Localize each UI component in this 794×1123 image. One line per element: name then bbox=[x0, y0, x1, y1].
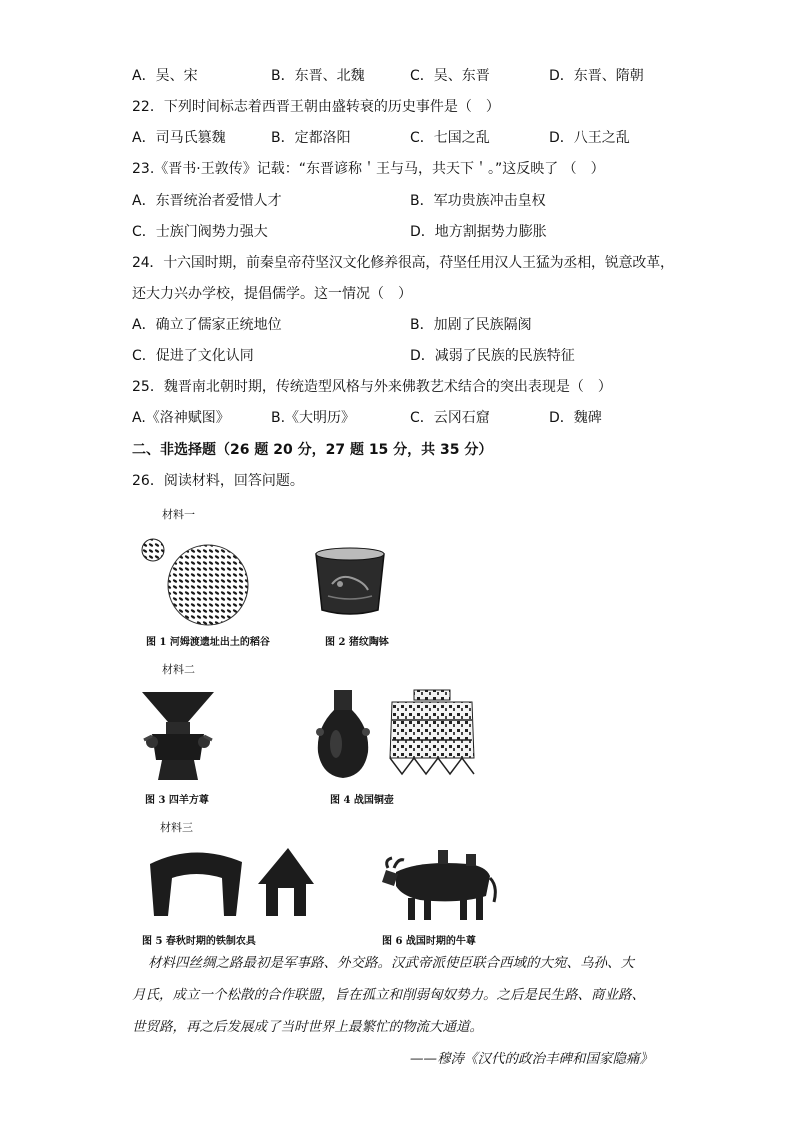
material-4-line-2: 月氏，成立一个松散的合作联盟，旨在孤立和削弱匈奴势力。之后是民生路、商业路、 bbox=[132, 987, 645, 1003]
q25-option-d: D．魏碑 bbox=[549, 410, 602, 426]
material-4-line-3: 世贸路，再之后发展成了当时世界上最繁忙的物流大通道。 bbox=[132, 1019, 483, 1035]
q24-stem-line2: 还大力兴办学校，提倡儒学。这一情况（ ） bbox=[132, 286, 412, 302]
q21-option-d: D．东晋、隋朝 bbox=[549, 68, 644, 84]
material-2-label: 材料二 bbox=[162, 663, 195, 676]
section-2-title: 二、非选择题（26 题 20 分，27 题 15 分，共 35 分） bbox=[132, 442, 493, 458]
q24-option-a: A．确立了儒家正统地位 bbox=[132, 317, 282, 333]
q26-stem: 26．阅读材料，回答问题。 bbox=[132, 473, 304, 489]
q23-option-d: D．地方割据势力膨胀 bbox=[410, 224, 547, 240]
q22-option-a: A．司马氏篡魏 bbox=[132, 130, 226, 146]
q25-stem: 25．魏晋南北朝时期，传统造型风格与外来佛教艺术结合的突出表现是（ ） bbox=[132, 379, 612, 395]
figure-1-rice-grains bbox=[136, 530, 256, 630]
q22-stem: 22．下列时间标志着西晋王朝由盛转衰的历史事件是（ ） bbox=[132, 99, 500, 115]
q25-option-a: A.《洛神赋图》 bbox=[132, 410, 230, 426]
figure-3-four-ram-zun bbox=[138, 688, 218, 783]
q24-stem-line1: 24．十六国时期，前秦皇帝苻坚汉文化修养很高，苻坚任用汉人王猛为丞相，锐意改革， bbox=[132, 255, 674, 271]
figure-5-iron-tools bbox=[146, 844, 316, 919]
q23-stem: 23.《晋书·王敦传》记载：“东晋谚称＇王与马，共天下＇。”这反映了 （ ） bbox=[132, 161, 605, 177]
figure-4-caption: 图 4 战国铜壶 bbox=[330, 795, 394, 806]
figure-4-hu-pattern-rubbing bbox=[384, 688, 480, 778]
q23-option-b: B．军功贵族冲击皇权 bbox=[410, 193, 546, 209]
q24-option-b: B．加剧了民族隔阂 bbox=[410, 317, 532, 333]
figure-5-caption: 图 5 春秋时期的铁制农具 bbox=[142, 936, 256, 947]
q21-option-b: B．东晋、北魏 bbox=[271, 68, 365, 84]
figure-6-caption: 图 6 战国时期的牛尊 bbox=[382, 936, 476, 947]
material-4-line-1: 材料四丝绸之路最初是军事路、外交路。汉武帝派使臣联合西域的大宛、乌孙、大 bbox=[148, 955, 634, 971]
q22-option-d: D．八王之乱 bbox=[549, 130, 630, 146]
q21-option-a: A．吴、宋 bbox=[132, 68, 198, 84]
figure-1-caption: 图 1 河姆渡遗址出土的稻谷 bbox=[146, 637, 270, 648]
figure-2-pottery-bowl bbox=[310, 544, 390, 622]
figure-6-ox-zun bbox=[380, 846, 500, 926]
q24-option-c: C．促进了文化认同 bbox=[132, 348, 254, 364]
q25-option-c: C．云冈石窟 bbox=[410, 410, 490, 426]
material-4-source: ——穆涛《汉代的政治丰碑和国家隐痛》 bbox=[410, 1051, 653, 1067]
q23-option-a: A．东晋统治者爱惜人才 bbox=[132, 193, 282, 209]
q23-option-c: C．士族门阀势力强大 bbox=[132, 224, 268, 240]
figure-2-caption: 图 2 猪纹陶钵 bbox=[325, 637, 389, 648]
figure-4-bronze-hu bbox=[312, 688, 374, 783]
q22-option-b: B．定都洛阳 bbox=[271, 130, 351, 146]
q21-option-c: C．吴、东晋 bbox=[410, 68, 490, 84]
material-1-label: 材料一 bbox=[162, 508, 195, 521]
material-3-label: 材料三 bbox=[160, 821, 193, 834]
figure-3-caption: 图 3 四羊方尊 bbox=[145, 795, 209, 806]
q25-option-b: B.《大明历》 bbox=[271, 410, 356, 426]
q24-option-d: D．减弱了民族的民族特征 bbox=[410, 348, 575, 364]
q22-option-c: C．七国之乱 bbox=[410, 130, 490, 146]
